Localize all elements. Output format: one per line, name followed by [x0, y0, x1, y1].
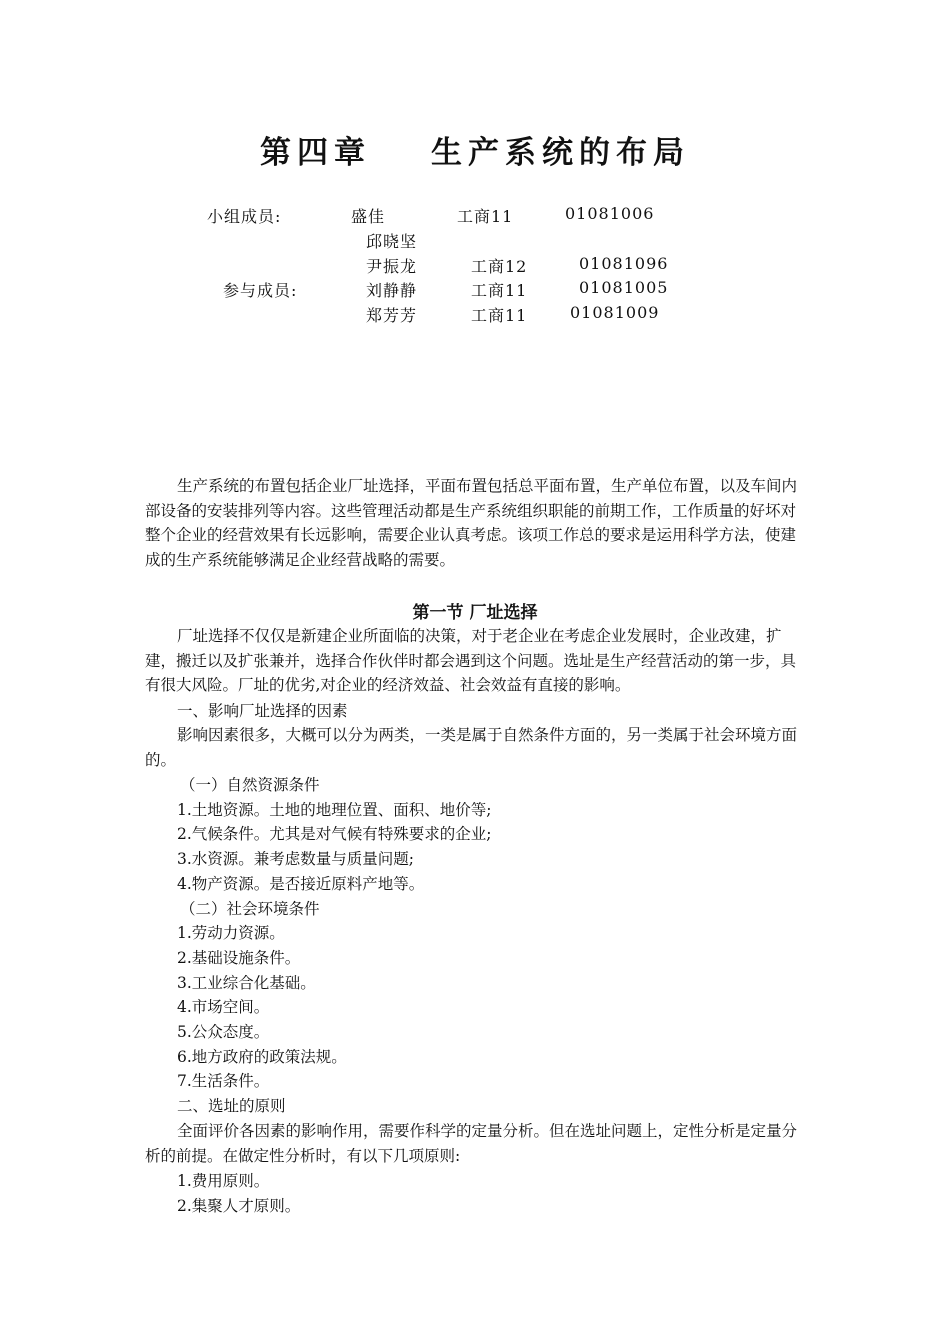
list-item: 6.地方政府的政策法规。	[177, 1048, 347, 1066]
subheading: 一、影响厂址选择的因素	[177, 702, 348, 720]
section-paragraph: 厂址选择不仅仅是新建企业所面临的决策，对于老企业在考虑企业发展时，企业改建，扩建，搬迁以及扩张兼并，选择合作伙伴时都会遇到这个问题。选址是生产经营活动的第一步，具有很大风险。厂址的优劣,对企业的经济效益、社会效益有直接的影响。	[145, 627, 797, 695]
member-name: 邱晓坚	[366, 232, 418, 251]
member-class: 工商11	[471, 281, 528, 300]
member-name: 盛佳	[351, 207, 386, 226]
chapter-title	[0, 127, 950, 172]
list-item: 5.公众态度。	[177, 1023, 270, 1041]
list-item: 2.气候条件。尤其是对气候有特殊要求的企业;	[177, 825, 492, 843]
member-name: 尹振龙	[366, 257, 418, 276]
natural-conditions-heading: （一）自然资源条件	[180, 776, 320, 794]
factors-paragraph: 影响因素很多，大概可以分为两类，一类是属于自然条件方面的，另一类属于社会环境方面的。	[145, 726, 798, 769]
list-item: 2.基础设施条件。	[177, 949, 301, 967]
member-name: 郑芳芳	[366, 306, 418, 325]
subheading: 二、选址的原则	[177, 1097, 286, 1115]
member-class: 工商11	[471, 306, 528, 325]
chapter-number: 第四章	[260, 135, 371, 171]
member-id: 01081005	[579, 278, 669, 297]
member-name: 刘静静	[366, 281, 418, 300]
member-id: 01081096	[579, 254, 669, 273]
list-item: 1.劳动力资源。	[177, 924, 285, 942]
list-item: 7.生活条件。	[177, 1072, 270, 1090]
list-item: 3.水资源。兼考虑数量与质量问题;	[177, 850, 415, 868]
principles-paragraph: 全面评价各因素的影响作用，需要作科学的定量分析。但在选址问题上，定性分析是定量分析的前提。在做定性分析时，有以下几项原则:	[145, 1122, 798, 1165]
list-item: 4.物产资源。是否接近原料产地等。	[177, 875, 425, 893]
list-item: 1.土地资源。土地的地理位置、面积、地价等;	[177, 801, 492, 819]
list-item: 4.市场空间。	[177, 998, 270, 1016]
section-heading: 第一节 厂址选择	[412, 603, 538, 623]
member-class: 工商11	[457, 207, 514, 226]
member-id: 01081009	[570, 303, 660, 322]
group-members-label: 小组成员:	[207, 207, 282, 226]
list-item: 1.费用原则。	[177, 1172, 270, 1190]
member-id: 01081006	[565, 204, 655, 223]
list-item: 2.集聚人才原则。	[177, 1197, 301, 1215]
social-conditions-heading: （二）社会环境条件	[180, 900, 320, 918]
list-item: 3.工业综合化基础。	[177, 974, 316, 992]
participant-label: 参与成员:	[223, 281, 298, 300]
chapter-name: 生产系统的布局	[431, 135, 690, 171]
member-class: 工商12	[471, 257, 528, 276]
intro-paragraph: 生产系统的布置包括企业厂址选择，平面布置包括总平面布置，生产单位布置，以及车间内部设备的安装排列等内容。这些管理活动都是生产系统组织职能的前期工作，工作质量的好坏对整个企业的经营效果有长远影响，需要企业认真考虑。该项工作总的要求是运用科学方法，使建成的生产系统能够满足企业经营战略的需要。	[145, 477, 798, 569]
